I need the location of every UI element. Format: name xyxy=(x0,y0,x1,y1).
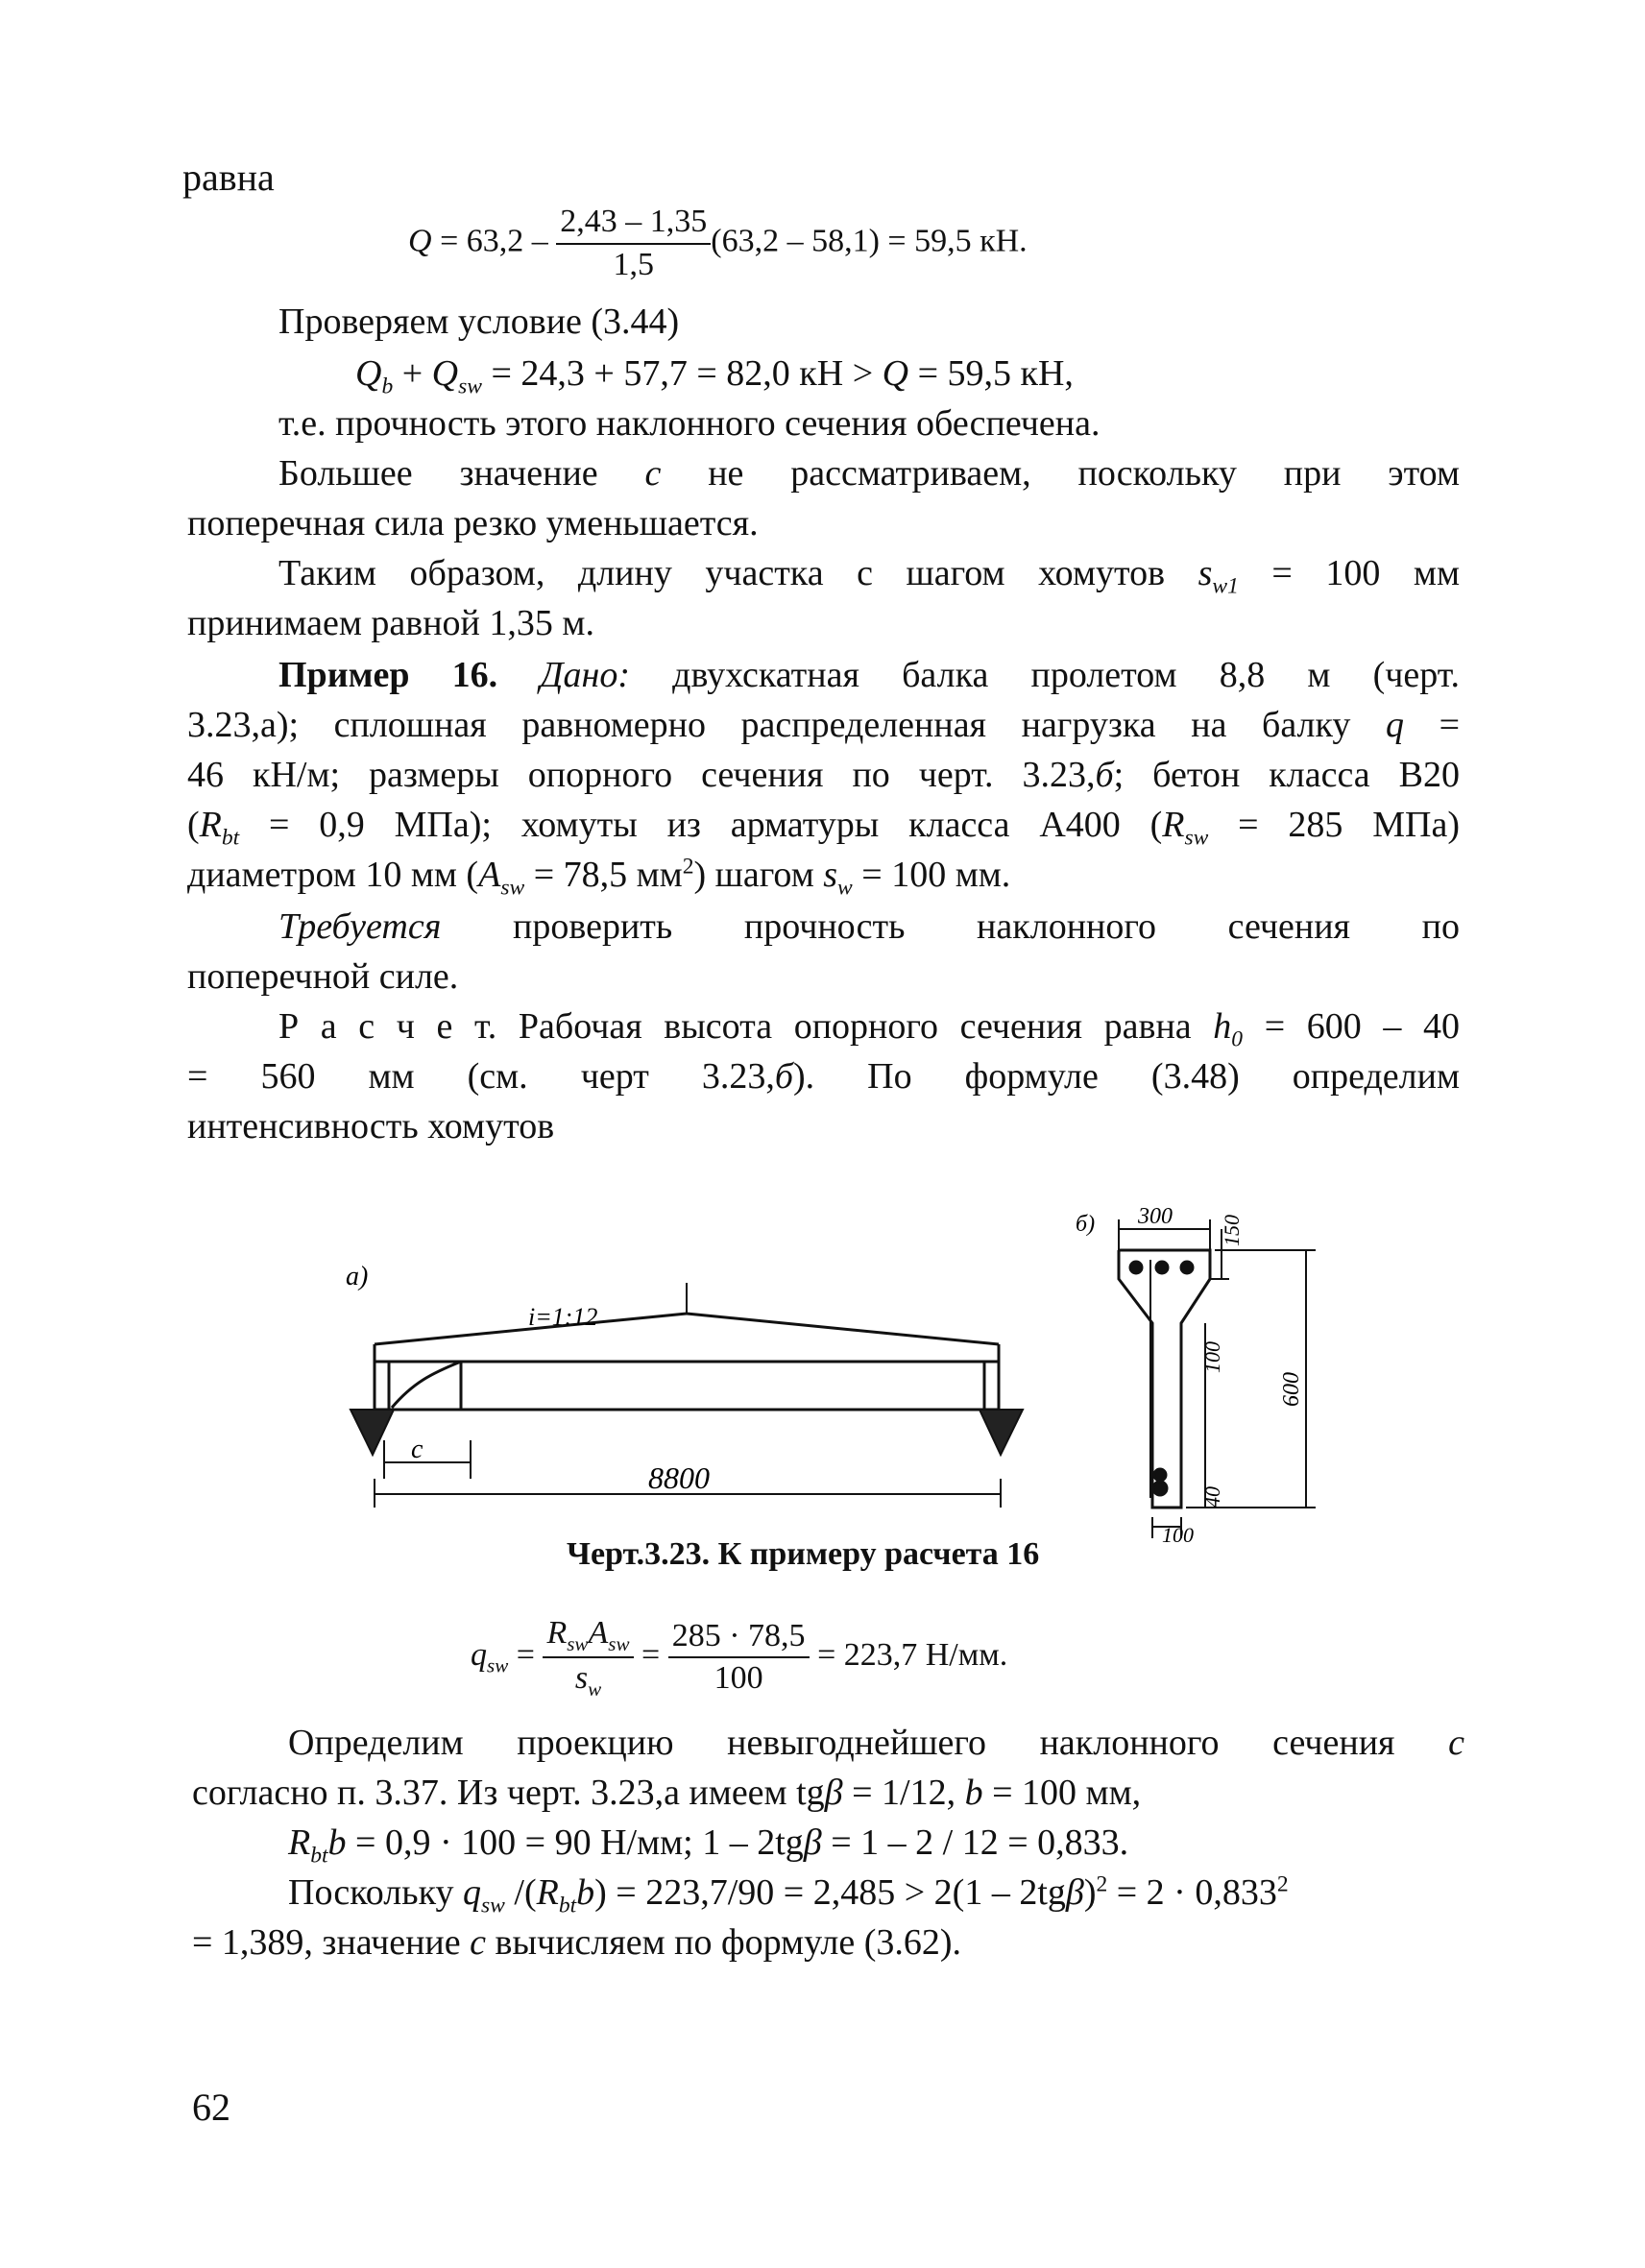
required-line-2: поперечной силе. xyxy=(187,956,459,997)
label-600: 600 xyxy=(1279,1372,1304,1407)
eq3-frac2 xyxy=(668,1616,810,1700)
calc-2b: б xyxy=(774,1056,793,1097)
example-3b: б xyxy=(1095,755,1114,795)
larger-1a: Большее значение xyxy=(278,453,598,494)
eq3-frac1-num xyxy=(543,1613,633,1658)
example-5w: w xyxy=(837,875,853,901)
example-5sw: sw xyxy=(500,875,525,901)
paragraph-larger-1 xyxy=(278,451,1460,497)
eq3-qsub: sw xyxy=(487,1653,509,1677)
example-4r: R xyxy=(199,805,222,845)
eq1-rest: (63,2 – 58,1) = 59,5 кН. xyxy=(711,223,1028,259)
check-condition: Проверяем условие (3.44) xyxy=(278,302,680,342)
eq2-plus: + xyxy=(393,353,432,394)
since-1e: = 2 · 0,833 xyxy=(1107,1872,1277,1913)
since-b: b xyxy=(576,1872,595,1913)
eq1-fraction xyxy=(556,202,711,285)
eq3-R: R xyxy=(546,1615,568,1651)
label-40: 40 xyxy=(1200,1486,1224,1508)
paragraph-thus-1 xyxy=(278,551,1460,601)
eq3-frac2-den: 100 xyxy=(714,1660,763,1697)
label-100-horizontal: 100 xyxy=(1162,1523,1194,1546)
since-q: q xyxy=(463,1872,482,1913)
label-c: c xyxy=(411,1435,423,1464)
eq3-eq1: = xyxy=(508,1636,544,1673)
example-4c: = 285 МПа) xyxy=(1208,805,1460,845)
eq1-frac-num: 2,43 – 1,35 xyxy=(556,202,711,245)
eq3-q: q xyxy=(471,1636,487,1673)
example-4r2: R xyxy=(1162,805,1185,845)
determine-3rest2: = 1 – 2 / 12 = 0,833. xyxy=(821,1822,1129,1863)
eq1-lhs: Q xyxy=(408,223,432,259)
since-2b: вычисляем по формуле (3.62). xyxy=(486,1922,962,1963)
required-line-1 xyxy=(278,905,1460,951)
example-3c: ; бетон класса В20 xyxy=(1113,755,1460,795)
example-5c: ) шагом xyxy=(693,855,824,895)
determine-line-3 xyxy=(288,1821,1128,1870)
since-sw: sw xyxy=(481,1893,505,1918)
label-300: 300 xyxy=(1138,1204,1173,1229)
example-5d: = 100 мм. xyxy=(852,855,1011,895)
since-2a: = 1,389, значение xyxy=(192,1922,471,1963)
since-sup1: 2 xyxy=(1096,1871,1108,1897)
calc-2a: = 560 мм (см. черт 3.23, xyxy=(187,1056,775,1097)
eq2-b-sub: b xyxy=(381,374,394,399)
example-given: Дано: xyxy=(540,655,630,695)
calc-title: Р а с ч е т. xyxy=(278,1006,497,1047)
since-c: c xyxy=(470,1922,487,1963)
example-line-1 xyxy=(278,653,1460,699)
larger-1b: не рассматриваем, поскольку при этом xyxy=(708,453,1460,494)
eq3-A: A xyxy=(588,1615,609,1651)
since-sup2: 2 xyxy=(1276,1871,1289,1897)
calc-line-3: интенсивность хомутов xyxy=(187,1106,555,1146)
figure-caption: Черт.3.23. К примеру расчета 16 xyxy=(567,1536,1040,1572)
since-line-1 xyxy=(288,1870,1289,1920)
example-2q: q xyxy=(1386,705,1404,745)
eq3-eq2: = xyxy=(633,1636,668,1673)
example-5s: s xyxy=(823,855,838,895)
calc-1c: = 600 – 40 xyxy=(1243,1006,1460,1047)
thus-s: s xyxy=(1197,553,1213,593)
equation-qsw xyxy=(471,1613,1007,1701)
since-beta: β xyxy=(1065,1872,1084,1913)
eq2-rest1: = 24,3 + 57,7 = 82,0 кН > xyxy=(482,353,883,394)
eq2-q3: Q xyxy=(882,353,909,394)
support-left xyxy=(351,1410,394,1455)
example-3a: 46 кН/м; размеры опорного сечения по черт. 3.23, xyxy=(187,755,1096,795)
since-R: R xyxy=(536,1872,559,1913)
required-word: Требуется xyxy=(278,906,442,947)
eq3-ssub: w xyxy=(588,1677,602,1701)
since-1c: ) = 223,7/90 = 2,485 > 2(1 – 2tg xyxy=(594,1872,1066,1913)
example-5sup: 2 xyxy=(682,854,694,880)
eq3-frac1-den xyxy=(543,1658,633,1701)
determine-b: b xyxy=(964,1773,983,1813)
eq3-s: s xyxy=(574,1660,589,1697)
determine-beta: β xyxy=(824,1773,843,1813)
thus-1b: = 100 мм xyxy=(1271,553,1461,593)
label-100-vertical: 100 xyxy=(1200,1341,1224,1373)
thus-s-sub: w1 xyxy=(1212,573,1239,599)
slope-label: i=1:12 xyxy=(528,1303,598,1331)
thus-1a: Таким образом, длину участка с шагом хомутов xyxy=(278,553,1166,593)
label-150: 150 xyxy=(1220,1215,1244,1246)
determine-c: c xyxy=(1448,1723,1465,1763)
larger-c: c xyxy=(644,453,662,494)
eq2-rest2: = 59,5 кН, xyxy=(908,353,1074,394)
eq1-frac-den: 1,5 xyxy=(613,246,654,282)
example-4bt: bt xyxy=(221,825,240,851)
example-title: Пример 16. xyxy=(278,655,498,695)
eq3-Rsub: sw xyxy=(567,1631,589,1655)
example-4b: = 0,9 МПа); хомуты из арматуры класса А400 ( xyxy=(239,805,1163,845)
determine-R: R xyxy=(288,1822,311,1863)
determine-3rest: = 0,9 · 100 = 90 Н/мм; 1 – 2tg xyxy=(346,1822,804,1863)
example-2a: 3.23,а); сплошная равномерно распределенная нагрузка на балку xyxy=(187,705,1351,745)
example-line-5 xyxy=(187,853,1010,903)
eq2-q: Q xyxy=(355,353,382,394)
example-5A: A xyxy=(478,855,501,895)
calc-h: h xyxy=(1213,1006,1232,1047)
paragraph-larger-2: поперечная сила резко уменьшается. xyxy=(187,503,759,543)
eq1-mid: = 63,2 – xyxy=(431,223,557,259)
determine-1a: Определим проекцию невыгоднейшего наклонного сечения xyxy=(288,1723,1395,1763)
example-5b: = 78,5 мм xyxy=(524,855,683,895)
eq3-rest: = 223,7 Н/мм. xyxy=(809,1636,1008,1673)
eq3-frac2-num: 285 · 78,5 xyxy=(668,1616,810,1659)
determine-3beta: β xyxy=(803,1822,822,1863)
example-4sw: sw xyxy=(1184,825,1209,851)
example-line-2 xyxy=(187,703,1460,749)
calc-line-1 xyxy=(278,1004,1460,1054)
determine-3b: b xyxy=(327,1822,347,1863)
dimension-c xyxy=(384,1440,471,1479)
word-ravna: равна xyxy=(182,156,275,199)
eq2-sw-sub: sw xyxy=(458,374,482,399)
example-line-3 xyxy=(187,753,1460,799)
label-8800: 8800 xyxy=(648,1460,710,1495)
determine-2b: = 1/12, xyxy=(842,1773,965,1813)
determine-line-2 xyxy=(192,1771,1141,1817)
since-line-2 xyxy=(192,1920,961,1966)
paragraph-thus-2: принимаем равной 1,35 м. xyxy=(187,603,594,643)
determine-2a: согласно п. 3.37. Из черт. 3.23,а имеем tg xyxy=(192,1773,825,1813)
determine-bt: bt xyxy=(310,1843,328,1869)
since-1d: ) xyxy=(1083,1872,1097,1913)
eq3-frac1 xyxy=(543,1613,633,1701)
example-1: двухскатная балка пролетом 8,8 м (черт. xyxy=(672,655,1460,695)
example-5a: диаметром 10 мм ( xyxy=(187,855,479,895)
since-1b: /( xyxy=(504,1872,537,1913)
equation-qb-qsw xyxy=(355,351,1074,401)
support-right xyxy=(980,1410,1023,1455)
since-bt: bt xyxy=(558,1893,577,1918)
figure-label-a: a) xyxy=(346,1262,369,1291)
strength-ensured: т.е. прочность этого наклонного сечения обеспечена. xyxy=(278,403,1101,444)
page-number: 62 xyxy=(192,2086,230,2129)
figure-label-b: б) xyxy=(1076,1212,1096,1237)
example-line-4 xyxy=(187,803,1460,853)
calc-2c: ). По формуле (3.48) определим xyxy=(792,1056,1460,1097)
eq3-Asub: sw xyxy=(608,1631,630,1655)
since-1a: Поскольку xyxy=(288,1872,464,1913)
calc-1b: Рабочая высота опорного сечения равна xyxy=(496,1006,1214,1047)
figure-3-23 xyxy=(317,1191,1373,1546)
example-4a: ( xyxy=(187,805,200,845)
calc-line-2 xyxy=(187,1054,1460,1100)
determine-2c: = 100 мм, xyxy=(982,1773,1142,1813)
determine-line-1 xyxy=(288,1721,1464,1767)
beam-elevation xyxy=(375,1283,999,1410)
example-2b: = xyxy=(1439,705,1461,745)
equation-q xyxy=(408,202,1028,285)
eq2-q2: Q xyxy=(431,353,459,394)
calc-h0: 0 xyxy=(1231,1026,1244,1052)
required-1b: проверить прочность наклонного сечения по xyxy=(513,906,1461,947)
